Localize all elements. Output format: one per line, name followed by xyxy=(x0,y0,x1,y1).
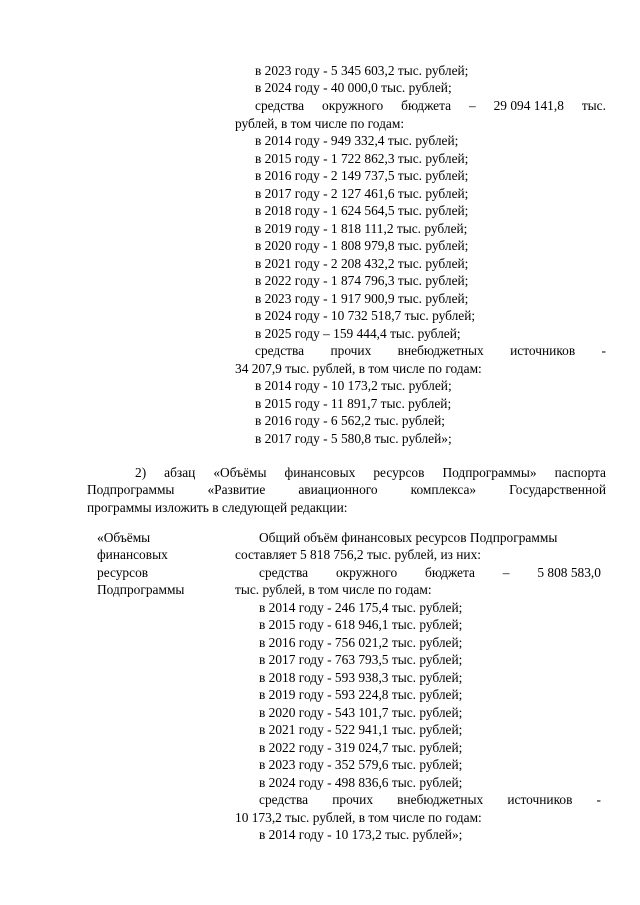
year-line: в 2022 году - 1 874 796,3 тыс. рублей; xyxy=(255,273,469,288)
word: источников xyxy=(507,792,573,807)
word: бюджета xyxy=(425,565,475,580)
word: средства xyxy=(259,792,309,807)
word: – xyxy=(502,565,510,580)
year-line: в 2021 году - 2 208 432,2 тыс. рублей; xyxy=(255,256,469,271)
other-sources-line xyxy=(255,342,606,359)
year-line: в 2021 году - 522 941,1 тыс. рублей; xyxy=(259,722,463,737)
text-line: 10 173,2 тыс. рублей, в том числе по годам: xyxy=(235,810,482,825)
word: - xyxy=(596,792,601,807)
word: средства xyxy=(255,98,305,113)
word: тыс. xyxy=(581,98,606,113)
word: Подпрограммы» xyxy=(442,465,537,480)
word: финансовых xyxy=(284,465,356,480)
word: внебюджетных xyxy=(397,792,484,807)
word: источников xyxy=(510,343,576,358)
year-line: в 2017 году - 2 127 461,6 тыс. рублей; xyxy=(255,186,469,201)
year-line: в 2017 году - 763 793,5 тыс. рублей; xyxy=(259,652,463,667)
year-line: в 2016 году - 2 149 737,5 тыс. рублей; xyxy=(255,168,469,183)
okrug-budget-line xyxy=(259,564,601,581)
paragraph-2-line-2 xyxy=(87,481,606,498)
total-line: составляет 5 818 756,2 тыс. рублей, из них: xyxy=(235,547,482,562)
year-line: в 2024 году - 10 732 518,7 тыс. рублей; xyxy=(255,308,476,323)
text-line: в 2023 году - 5 345 603,2 тыс. рублей; xyxy=(255,63,469,78)
word: внебюджетных xyxy=(397,343,484,358)
word: «Объёмы xyxy=(213,465,267,480)
text-line: тыс. рублей, в том числе по годам: xyxy=(235,582,432,597)
year-line: в 2023 году - 1 917 900,9 тыс. рублей; xyxy=(255,291,469,306)
word: бюджета xyxy=(401,98,452,113)
paragraph-2-line-3: программы изложить в следующей редакции: xyxy=(87,500,348,515)
okrug-budget-line xyxy=(255,97,606,114)
word: средства xyxy=(255,343,305,358)
word: 2) xyxy=(135,465,147,480)
text-line: 34 207,9 тыс. рублей, в том числе по годам: xyxy=(235,361,482,376)
word: окружного xyxy=(335,565,398,580)
year-line: в 2015 году - 11 891,7 тыс. рублей; xyxy=(255,396,452,411)
total-line: Общий объём финансовых ресурсов Подпрограммы xyxy=(259,530,558,545)
year-line: в 2019 году - 593 224,8 тыс. рублей; xyxy=(259,687,463,702)
left-label-line: «Объёмы xyxy=(97,530,151,545)
left-label-line: финансовых xyxy=(97,547,168,562)
word: 29 094 141,8 xyxy=(493,98,564,113)
word: прочих xyxy=(332,792,374,807)
word: комплекса» xyxy=(410,482,477,497)
year-line: в 2015 году - 618 946,1 тыс. рублей; xyxy=(259,617,463,632)
word: «Развитие xyxy=(207,482,266,497)
word: средства xyxy=(259,565,309,580)
word: – xyxy=(468,98,476,113)
year-line: в 2018 году - 1 624 564,5 тыс. рублей; xyxy=(255,203,469,218)
year-line: в 2016 году - 756 021,2 тыс. рублей; xyxy=(259,635,463,650)
year-line: в 2023 году - 352 579,6 тыс. рублей; xyxy=(259,757,463,772)
text-line: в 2024 году - 40 000,0 тыс. рублей; xyxy=(255,80,452,95)
word: ресурсов xyxy=(373,465,425,480)
word: абзац xyxy=(164,465,196,480)
year-line: в 2020 году - 543 101,7 тыс. рублей; xyxy=(259,705,463,720)
year-line: в 2017 году - 5 580,8 тыс. рублей»; xyxy=(255,431,452,446)
year-line: в 2018 году - 593 938,3 тыс. рублей; xyxy=(259,670,463,685)
year-line: в 2014 году - 246 175,4 тыс. рублей; xyxy=(259,600,463,615)
word: 5 808 583,0 xyxy=(537,565,601,580)
other-sources-line xyxy=(259,791,601,808)
word: Подпрограммы xyxy=(87,482,175,497)
year-line: в 2025 году – 159 444,4 тыс. рублей; xyxy=(255,326,461,341)
left-label-line: ресурсов xyxy=(97,565,149,580)
year-line: в 2022 году - 319 024,7 тыс. рублей; xyxy=(259,740,463,755)
word: окружного xyxy=(322,98,384,113)
year-line: в 2019 году - 1 818 111,2 тыс. рублей; xyxy=(255,221,468,236)
year-line: в 2015 году - 1 722 862,3 тыс. рублей; xyxy=(255,151,469,166)
word: паспорта xyxy=(554,465,606,480)
year-line: в 2014 году - 10 173,2 тыс. рублей»; xyxy=(259,827,463,842)
year-line: в 2024 году - 498 836,6 тыс. рублей; xyxy=(259,775,463,790)
paragraph-2-line-1 xyxy=(135,464,606,481)
word: авиационного xyxy=(298,482,378,497)
left-label-line: Подпрограммы xyxy=(97,582,185,597)
year-line: в 2020 году - 1 808 979,8 тыс. рублей; xyxy=(255,238,469,253)
year-line: в 2014 году - 10 173,2 тыс. рублей; xyxy=(255,378,452,393)
year-line: в 2016 году - 6 562,2 тыс. рублей; xyxy=(255,413,445,428)
text-line: рублей, в том числе по годам: xyxy=(235,116,405,131)
word: - xyxy=(601,343,606,358)
word: Государственной xyxy=(509,482,606,497)
year-line: в 2014 году - 949 332,4 тыс. рублей; xyxy=(255,133,459,148)
word: прочих xyxy=(330,343,372,358)
